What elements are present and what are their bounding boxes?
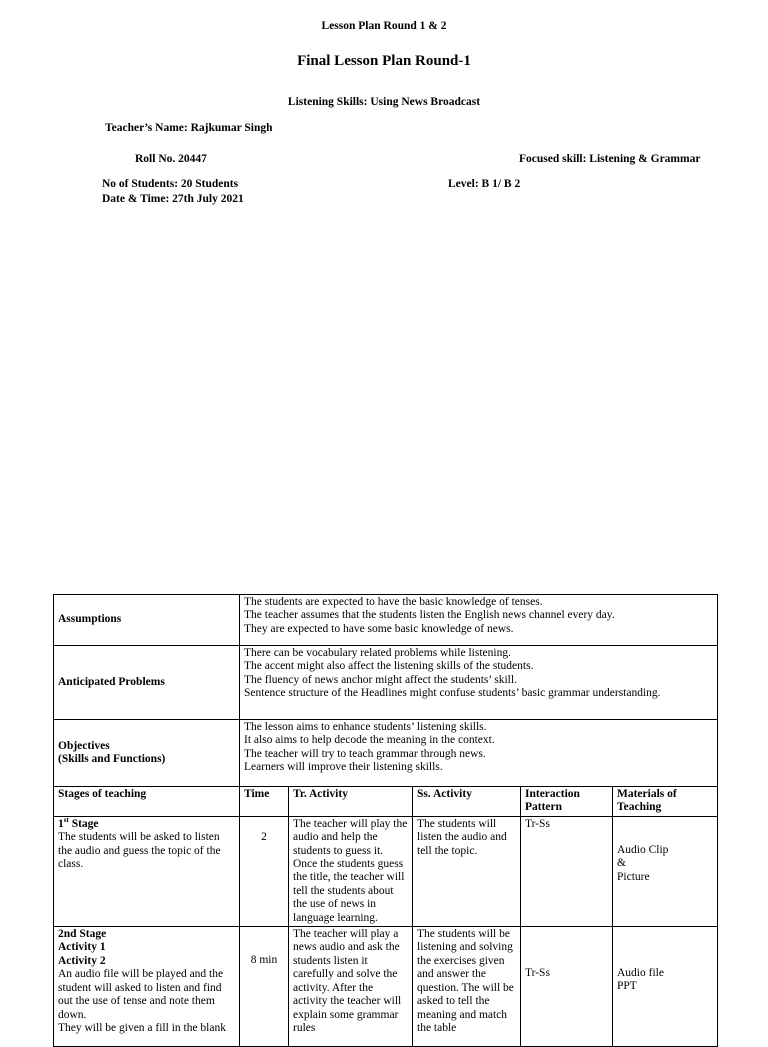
assumptions-label: Assumptions bbox=[54, 595, 240, 646]
objective-line: The lesson aims to enhance students’ listening skills. bbox=[244, 721, 487, 733]
objective-line: The teacher will try to teach grammar through news. bbox=[244, 747, 486, 760]
objectives-label-2: (Skills and Functions) bbox=[58, 753, 166, 765]
objectives-label bbox=[54, 720, 240, 787]
stage2-materials bbox=[613, 927, 718, 1047]
assumption-line: The students are expected to have the basic knowledge of tenses. bbox=[244, 596, 543, 608]
stage1-description bbox=[54, 816, 240, 926]
page-subtitle: Listening Skills: Using News Broadcast bbox=[287, 96, 481, 108]
stage2-tr-activity: The teacher will play a news audio and ask the students listen it carefully and solve the activity. After the activity the teacher will explain some grammar rules bbox=[289, 927, 413, 1047]
lesson-plan-table bbox=[53, 594, 718, 1047]
stage2-title: 2nd Stage bbox=[58, 928, 107, 941]
problem-line: There can be vocabulary related problems while listening. bbox=[244, 647, 511, 659]
header-row bbox=[54, 787, 718, 817]
stage1-desc: The students will be asked to listen the audio and guess the topic of the class. bbox=[58, 831, 221, 871]
objectives-row bbox=[54, 720, 718, 787]
problem-line: Sentence structure of the Headlines might confuse students’ basic grammar understanding. bbox=[244, 687, 661, 700]
stage1-materials bbox=[613, 816, 718, 926]
assumption-line: The teacher assumes that the students listen the English news channel every day. bbox=[244, 609, 615, 622]
header-stages: Stages of teaching bbox=[54, 787, 240, 817]
stage2-row bbox=[54, 927, 718, 1047]
stage2-time: 8 min bbox=[240, 927, 289, 1047]
stage1-material-3: Picture bbox=[617, 870, 650, 883]
stage2-material-2: PPT bbox=[617, 980, 637, 993]
header-materials bbox=[613, 787, 718, 817]
stage2-interaction: Tr-Ss bbox=[521, 927, 613, 1047]
stage1-tr-activity: The teacher will play the audio and help the students to guess it. Once the students guess the title, the teacher will tell the students about the use of news in language learning. bbox=[289, 816, 413, 926]
problem-line: The fluency of news anchor might affect the students’ skill. bbox=[244, 673, 517, 686]
problems-row bbox=[54, 646, 718, 720]
assumptions-row bbox=[54, 595, 718, 646]
running-title: Lesson Plan Round 1 & 2 bbox=[321, 20, 447, 32]
stage1-interaction: Tr-Ss bbox=[521, 816, 613, 926]
header-time: Time bbox=[240, 787, 289, 817]
stage1-title-rest: Stage bbox=[68, 817, 99, 830]
header-interaction-1: Interaction bbox=[525, 788, 580, 800]
stage2-desc: An audio file will be played and the student will asked to listen and find out the use of tense and note them down. bbox=[58, 968, 224, 1021]
assumption-line: They are expected to have some basic knowledge of news. bbox=[244, 622, 514, 635]
objectives-content bbox=[240, 720, 718, 787]
header-materials-2: Teaching bbox=[617, 801, 662, 814]
stage1-title-sup: st bbox=[63, 815, 69, 824]
stage1-ss-activity: The students will listen the audio and tell the topic. bbox=[413, 816, 521, 926]
assumptions-content bbox=[240, 595, 718, 646]
stage2-desc-cut: They will be given a fill in the blank bbox=[58, 1021, 226, 1034]
header-materials-1: Materials of bbox=[617, 788, 677, 800]
stage2-ss-activity: The students will be listening and solving the exercises given and answer the question. The will be asked to tell the meaning and match the table bbox=[413, 927, 521, 1047]
stage1-title-num: 1 bbox=[58, 817, 64, 830]
stage2-material-1: Audio file bbox=[617, 967, 664, 980]
stage1-material-2: & bbox=[617, 857, 626, 870]
student-count: No of Students: 20 Students bbox=[102, 178, 239, 190]
objective-line: It also aims to help decode the meaning in the context. bbox=[244, 734, 495, 747]
date-time: Date & Time: 27th July 2021 bbox=[102, 193, 244, 205]
roll-number: Roll No. 20447 bbox=[135, 153, 207, 165]
stage1-title bbox=[58, 815, 235, 831]
objective-line: Learners will improve their listening skills. bbox=[244, 761, 443, 774]
stage1-time: 2 bbox=[240, 816, 289, 926]
stage1-material-1: Audio Clip bbox=[617, 843, 669, 856]
stage2-activity1: Activity 1 bbox=[58, 941, 106, 954]
stage1-row bbox=[54, 816, 718, 926]
problems-content bbox=[240, 646, 718, 720]
page-title: Final Lesson Plan Round-1 bbox=[297, 53, 471, 69]
problem-line: The accent might also affect the listening skills of the students. bbox=[244, 660, 534, 673]
stage2-activity2: Activity 2 bbox=[58, 954, 106, 967]
header-ss-activity: Ss. Activity bbox=[413, 787, 521, 817]
teacher-name: Teacher’s Name: Rajkumar Singh bbox=[105, 122, 273, 134]
header-tr-activity: Tr. Activity bbox=[289, 787, 413, 817]
header-interaction-2: Pattern bbox=[525, 801, 563, 814]
focused-skill: Focused skill: Listening & Grammar bbox=[519, 153, 701, 165]
level: Level: B 1/ B 2 bbox=[448, 178, 521, 190]
objectives-label-1: Objectives bbox=[58, 739, 110, 752]
header-interaction bbox=[521, 787, 613, 817]
problems-label: Anticipated Problems bbox=[54, 646, 240, 720]
stage2-description bbox=[54, 927, 240, 1047]
